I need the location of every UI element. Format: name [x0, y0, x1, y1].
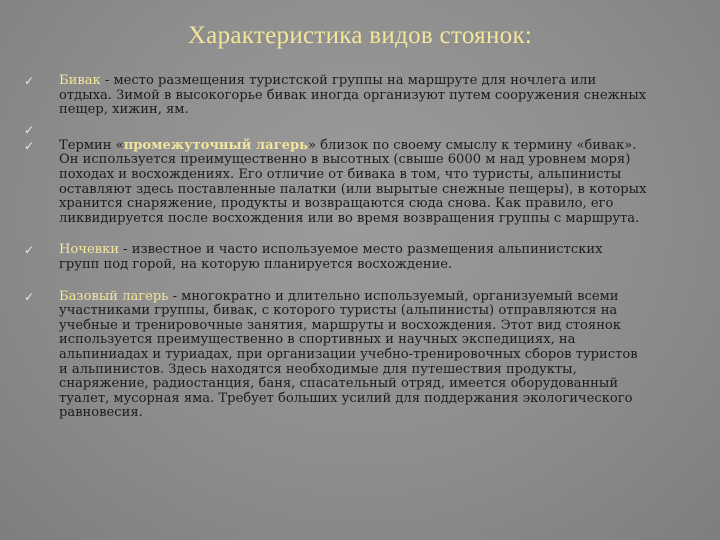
bullet-text-line: пещер, хижин, ям.: [59, 102, 189, 118]
bullet-text-line: групп под горой, на которую планируется восхождение.: [59, 256, 453, 272]
bullet-text-line: ликвидируется после восхождения или во время возвращения группы с маршрута.: [59, 210, 640, 226]
bullet-text-line: походах и восхождениях. Его отличие от бивака в том, что туристы, альпинисты: [59, 166, 622, 182]
bullet-base-camp: [24, 290, 696, 421]
bullet-overnight: [24, 243, 696, 272]
bullet-text-line: снаряжение, радиостанция, баня, спасательный отряд, имеется оборудованный: [59, 376, 619, 392]
bullet-text-line: - место размещения туристской группы на маршруте для ночлега или: [104, 73, 597, 88]
bullet-bivak: [24, 74, 696, 118]
bullet-text-line: оставляют здесь поставленные палатки (или вырытые снежные пещеры), в которых: [59, 181, 647, 197]
term-intermediate-camp: промежуточный лагерь: [123, 137, 308, 153]
term-overnight: Ночевки: [59, 242, 119, 258]
bullet-list: [24, 74, 696, 421]
bullet-text-line: участниками группы, бивак, с которого туристы (альпинисты) отправляются на: [59, 303, 618, 319]
bullet-intermediate-camp: [24, 139, 696, 227]
bullet-text-line: равновесия.: [59, 405, 143, 421]
bullet-text-line: и альпинистов. Здесь находятся необходимые для путешествия продукты,: [59, 361, 577, 377]
term-base-camp: Базовый лагерь: [59, 288, 169, 304]
bullet-empty: [24, 123, 696, 137]
bullet-text-line: хранится снаряжение, продукты и возвращаются сюда снова. Как правило, его: [59, 196, 614, 212]
bullet-text-fragment: Термин «: [59, 137, 124, 153]
bullet-text-line: - известное и часто используемое место размещения альпинистских: [123, 242, 603, 258]
bullet-text-line: альпиниадах и туриадах, при организации учебно-тренировочных сборов туристов: [59, 346, 638, 362]
checkmark-icon: ✓: [24, 289, 35, 304]
bullet-text-line: туалет, мусорная яма. Требует больших усилий для поддержания экологического: [59, 390, 633, 406]
checkmark-icon: ✓: [24, 138, 35, 153]
term-bivak: Бивак: [59, 73, 101, 88]
bullet-text-line: используется преимущественно в спортивных и научных экспедициях, на: [59, 332, 576, 348]
bullet-text-fragment: » близок по своему смыслу к термину «бивак».: [308, 137, 637, 153]
bullet-text-line: отдыха. Зимой в высокогорье бивак иногда организуют путем сооружения снежных: [59, 87, 647, 103]
slide-title: Характеристика видов стоянок:: [187, 22, 533, 49]
bullet-text-line: Он используется преимущественно в высотных (свыше 6000 м над уровнем моря): [59, 152, 631, 168]
checkmark-icon: ✓: [24, 243, 35, 258]
bullet-text-line: - многократно и длительно используемый, организуемый всеми: [172, 288, 619, 304]
bullet-text-line: учебные и тренировочные занятия, маршруты и восхождения. Этот вид стоянок: [59, 317, 621, 333]
checkmark-icon: ✓: [24, 74, 35, 88]
checkmark-icon: ✓: [24, 122, 35, 137]
